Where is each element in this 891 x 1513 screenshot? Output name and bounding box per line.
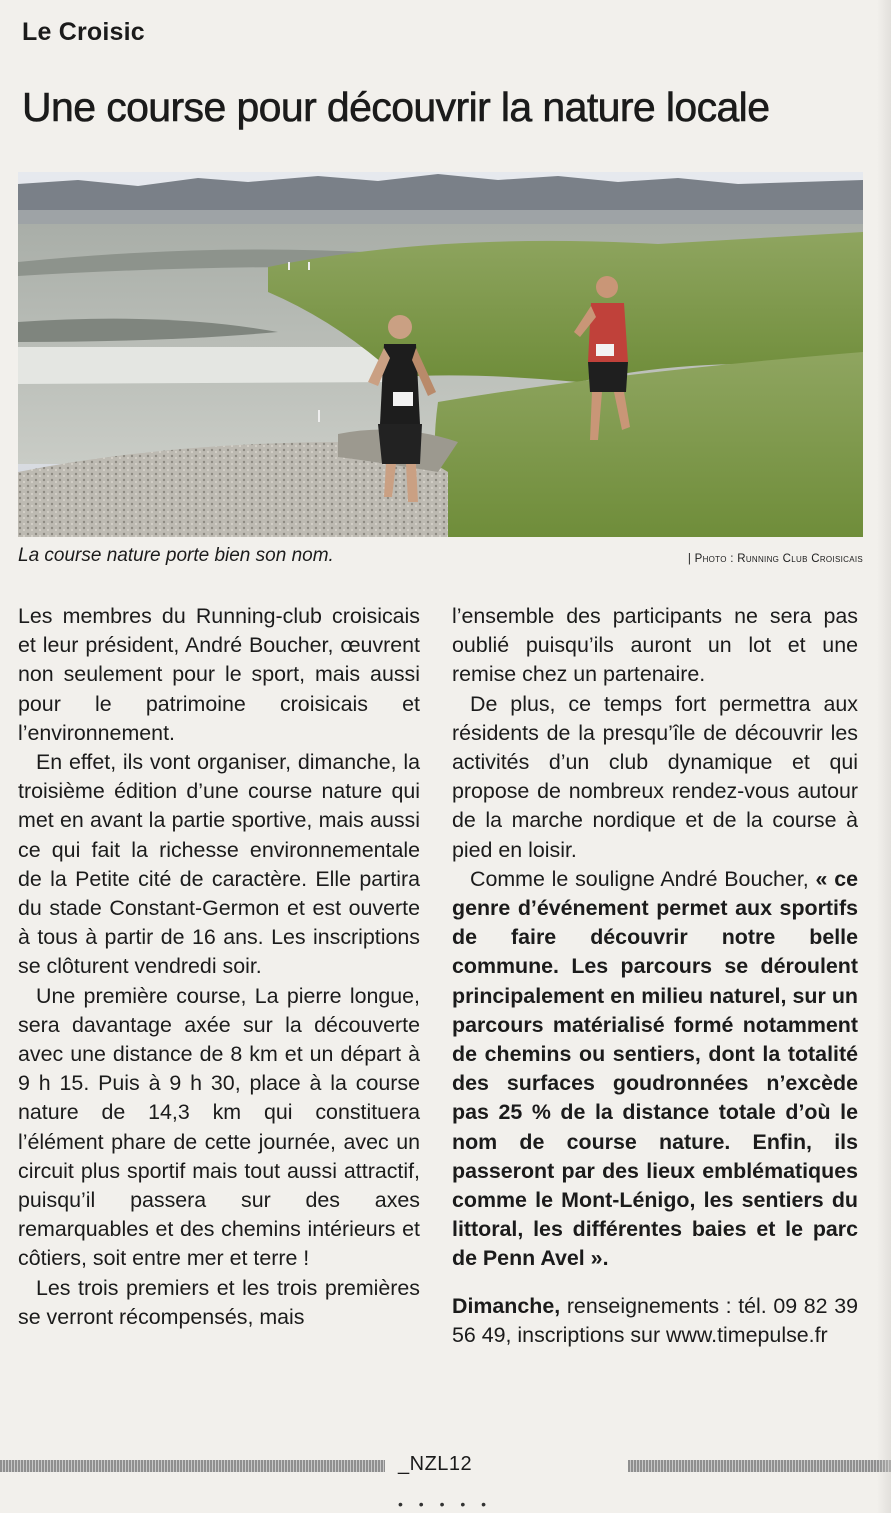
runners-photo-icon <box>18 172 863 537</box>
photo-credit: | Photo : Running Club Croisicais <box>687 553 863 565</box>
paragraph-7 <box>452 865 858 1274</box>
photo-caption: La course nature porte bien son nom. <box>18 545 334 566</box>
registration-dots: • • • • • <box>398 1496 493 1512</box>
paragraph-5: l’ensemble des participants ne sera pas oublié puisqu’ils auront un lot et une remise chez un partenaire. <box>452 604 858 687</box>
paragraph-2: En effet, ils vont organiser, dimanche, la troisième édition d’une course nature qui met en avant la partie sportive, mais aussi ce qui fait la richesse environnementale de la Petite cité de caractère. Elle partira du stade Constant-Germon et est ouverte à tous à partir de 16 ans. Les inscriptions se clôturent vendredi soir. <box>18 750 420 979</box>
page-edge <box>877 0 891 1513</box>
article-column-left <box>18 602 420 1332</box>
paragraph-3: Une première course, La pierre longue, sera davantage axée sur la découverte avec une distance de 8 km et un départ à 9 h 15. Puis à 9 h 30, place à la course nature de 14,3 km qui constituera l’élément phare de cette journée, avec un circuit plus sportif mais tout aussi attractif, puisqu’il passera sur des axes remarquables et des chemins intérieurs et côtiers, soit entre mer et terre ! <box>18 983 420 1271</box>
info-day: Dimanche, <box>452 1293 561 1318</box>
quote-lead: Comme le souligne André Boucher, <box>470 866 816 891</box>
headline: Une course pour découvrir la nature locale <box>22 84 770 130</box>
paragraph-6: De plus, ce temps fort permettra aux résidents de la presqu’île de découvrir les activités d’un club dynamique et qui propose de nombreux rendez-vous autour de la marche nordique et de la course à pied en loisir. <box>452 691 858 862</box>
paragraph-1: Les membres du Running-club croisicais et leur président, André Boucher, œuvrent non seulement pour le sport, mais aussi pour le patrimoine croisicais et l’environnement. <box>18 604 420 745</box>
practical-info <box>452 1292 858 1350</box>
kicker-location: Le Croisic <box>22 18 145 46</box>
article-photo <box>18 172 863 537</box>
article-column-right <box>452 602 858 1350</box>
footer-rule-right <box>628 1460 891 1472</box>
page-folio: _NZL12 <box>398 1453 473 1475</box>
quote-text: « ce genre d’événement permet aux sportifs de faire découvrir notre belle commune. Les parcours se déroulent principalement en milieu naturel, sur un parcours matérialisé formé notamment de chemins ou sentiers, dont la totalité des surfaces goudronnées n’excède pas 25 % de la distance totale d’où le nom de course nature. Enfin, ils passeront par des lieux emblématiques comme le Mont-Lénigo, les sentiers du littoral, les différentes baies et le parc de Penn Avel ». <box>452 866 858 1271</box>
paragraph-4: Les trois premiers et les trois premières se verront récompensés, mais <box>18 1275 420 1329</box>
info-details: renseignements : tél. 09 82 39 56 49, inscriptions sur www.timepulse.fr <box>452 1293 858 1347</box>
footer-rule-left <box>0 1460 385 1472</box>
